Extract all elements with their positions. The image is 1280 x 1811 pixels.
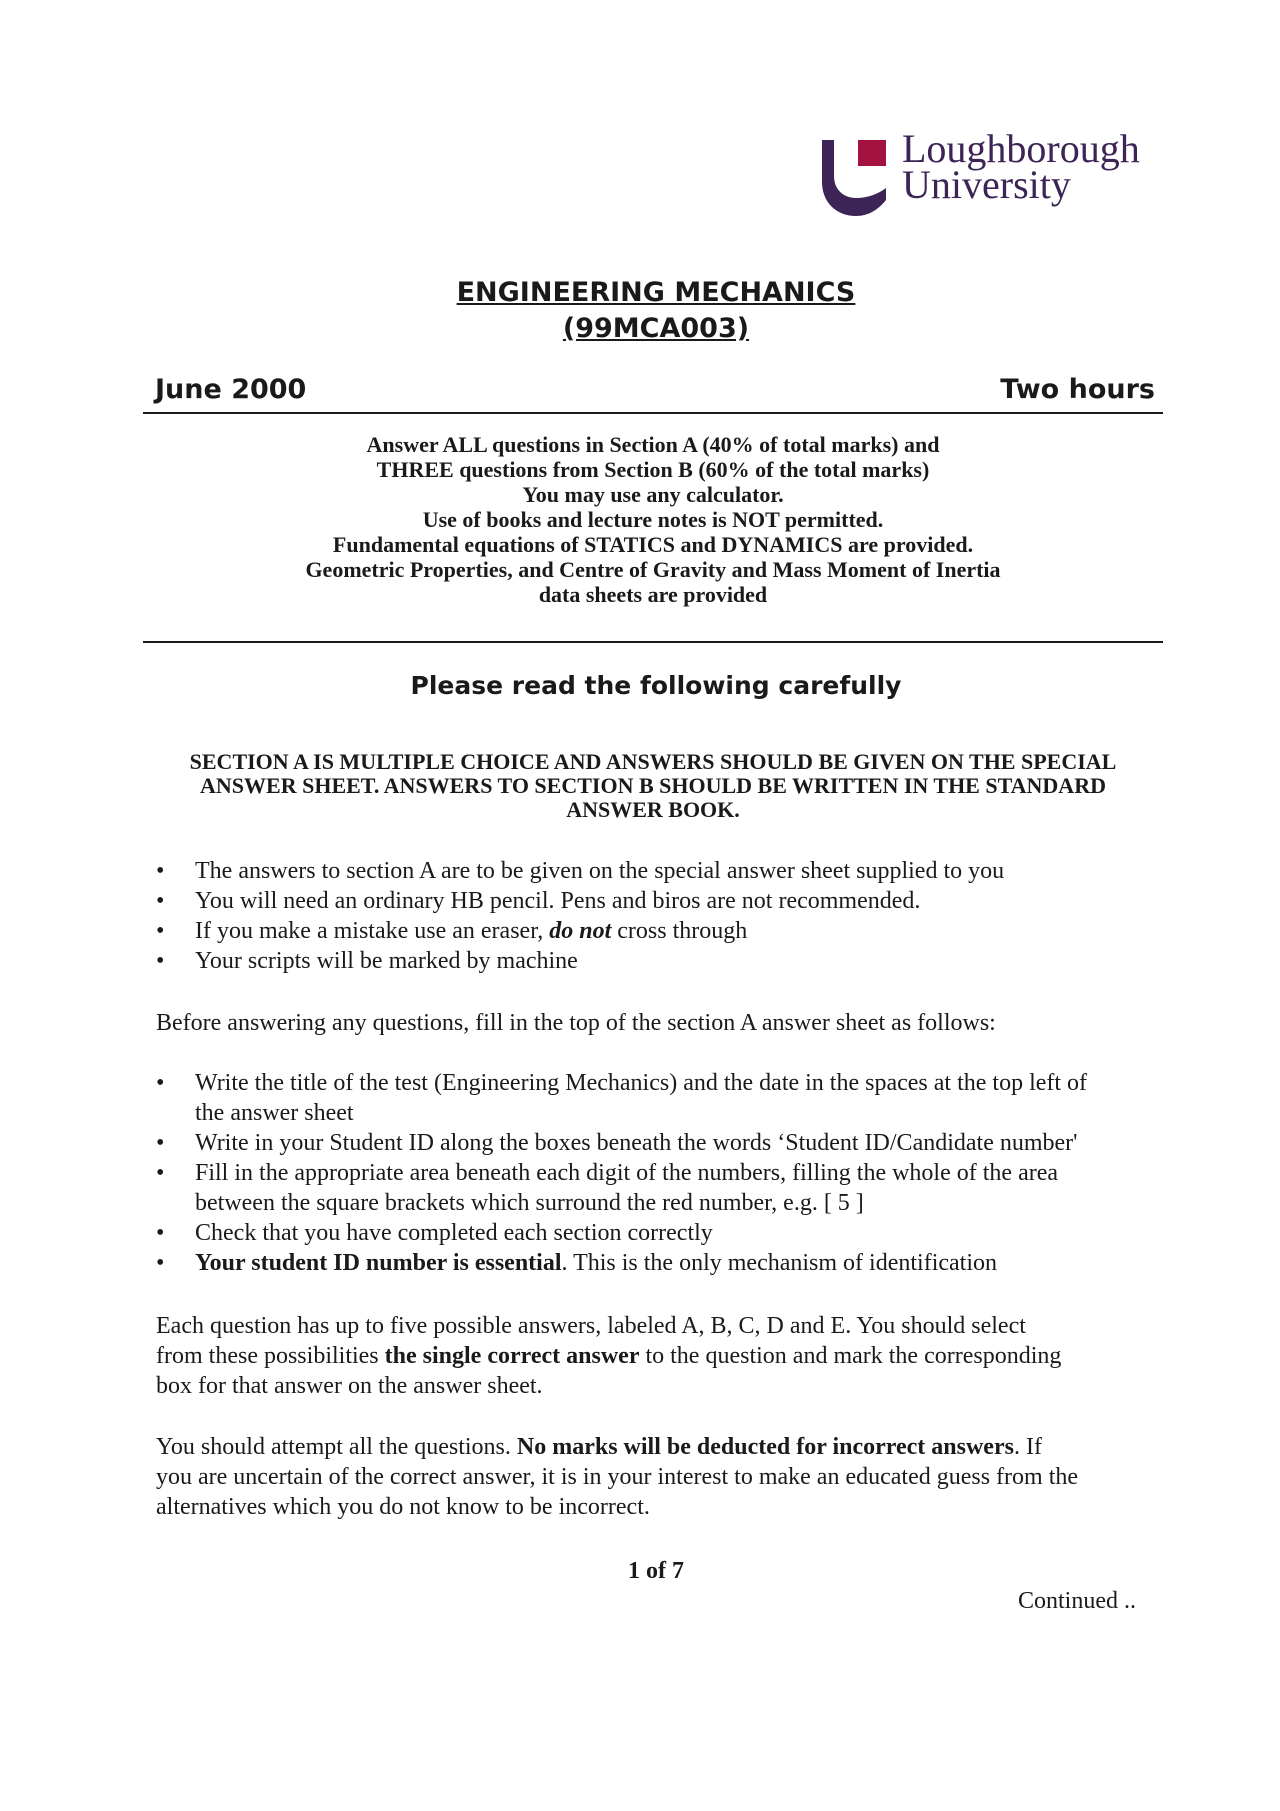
date-line — [143, 374, 1163, 414]
exam-code: (99MCA003) — [562, 313, 750, 344]
list-item: • The answers to section A are to be given on the special answer sheet supplied to you — [156, 858, 1005, 884]
instruction-line: You may use any calculator. — [522, 482, 784, 507]
section-a-notice — [143, 750, 1163, 822]
list-item: • Write the title of the test (Engineering Mechanics) and the date in the spaces at the top left of the answer sheet — [156, 1070, 1088, 1126]
list-item: • Check that you have completed each section correctly — [156, 1220, 713, 1246]
logo-wordmark — [902, 126, 1140, 207]
bullet: • — [156, 858, 165, 884]
list-item: • Write in your Student ID along the boxes beneath the words ‘Student ID/Candidate number' — [156, 1130, 1078, 1156]
instruction-line: data sheets are provided — [538, 582, 768, 607]
bullet: • — [156, 1070, 165, 1096]
notice-line: ANSWER BOOK. — [566, 797, 740, 822]
list-item: • If you make a mistake use an eraser, do not cross through — [156, 918, 748, 944]
notice-line: SECTION A IS MULTIPLE CHOICE AND ANSWERS SHOULD BE GIVEN ON THE SPECIAL — [189, 749, 1117, 774]
fill-in-bullets — [156, 1068, 1166, 1278]
instruction-line: Fundamental equations of STATICS and DYNAMICS are provided. — [332, 532, 974, 557]
list-item: • Fill in the appropriate area beneath each digit of the numbers, filling the whole of the area between the square brackets which surround the red number, e.g. [ 5 ] — [156, 1160, 1059, 1216]
university-logo — [822, 126, 1182, 215]
exam-date: June 2000 — [155, 374, 307, 405]
bullet: • — [156, 1250, 165, 1276]
instruction-line: THREE questions from Section B (60% of the total marks) — [376, 457, 930, 482]
list-item: • Your scripts will be marked by machine — [156, 948, 578, 974]
before-answering-text: Before answering any questions, fill in the top of the section A answer sheet as follows: — [156, 1010, 996, 1036]
logo-line-2: University — [902, 162, 1071, 207]
attempt-paragraph: You should attempt all the questions. No marks will be deducted for incorrect answers. If you are uncertain of the correct answer, it is in your interest to make an educated guess from the alternatives which you do not know to be incorrect. — [156, 1434, 1079, 1520]
notice-line: ANSWER SHEET. ANSWERS TO SECTION B SHOULD BE WRITTEN IN THE STANDARD — [200, 773, 1106, 798]
bullet: • — [156, 888, 165, 914]
divider — [143, 641, 1163, 643]
logo-line-1: Loughborough — [902, 126, 1140, 171]
exam-title: ENGINEERING MECHANICS — [456, 277, 856, 308]
instruction-line: Geometric Properties, and Centre of Gravity and Mass Moment of Inertia — [305, 557, 1001, 582]
continued-note: Continued .. — [1018, 1588, 1136, 1614]
bullet: • — [156, 948, 165, 974]
answers-paragraph: Each question has up to five possible answers, labeled A, B, C, D and E. You should select from these possibilities the single correct answer to the question and mark the corresponding box for that answer on the answer sheet. — [156, 1313, 1062, 1399]
instruction-line: Answer ALL questions in Section A (40% of total marks) and — [366, 432, 940, 457]
instruction-line: Use of books and lecture notes is NOT permitted. — [422, 507, 884, 532]
bullet: • — [156, 1130, 165, 1156]
bullet: • — [156, 918, 165, 944]
exam-duration: Two hours — [1000, 374, 1155, 405]
bullet: • — [156, 1220, 165, 1246]
exam-instructions — [143, 432, 1163, 607]
university-shield-icon — [822, 140, 888, 216]
list-item: • Your student ID number is essential. This is the only mechanism of identification — [156, 1250, 997, 1276]
answer-sheet-bullets — [156, 856, 1166, 976]
read-carefully-heading: Please read the following carefully — [410, 671, 902, 700]
list-item: • You will need an ordinary HB pencil. Pens and biros are not recommended. — [156, 888, 921, 914]
page-number: 1 of 7 — [628, 1558, 684, 1584]
bullet: • — [156, 1160, 165, 1186]
